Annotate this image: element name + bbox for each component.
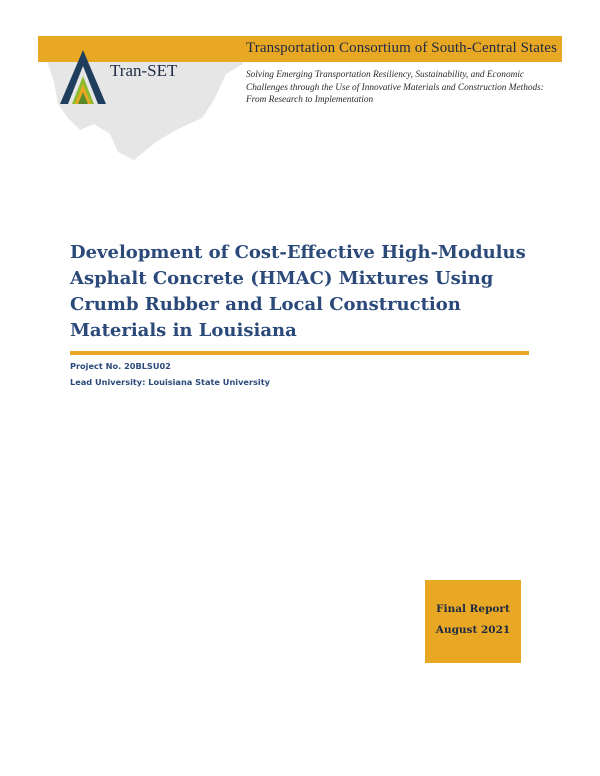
report-date: August 2021 bbox=[435, 624, 511, 636]
logo-text: Tran-SET bbox=[110, 61, 178, 80]
mission-statement: Solving Emerging Transportation Resiliency, Sustainability, and Economic Challenges through the Use of Innovative Materials and Construction Methods: From Research to Implementation bbox=[246, 70, 544, 105]
consortium-name: Transportation Consortium of South-Central States bbox=[246, 40, 558, 56]
report-title: Development of Cost-Effective High-Modulus Asphalt Concrete (HMAC) Mixtures Using Crumb Rubber and Local Construction Materials in Louisiana bbox=[70, 242, 526, 341]
lead-university: Lead University: Louisiana State University bbox=[70, 377, 270, 387]
title-divider bbox=[70, 351, 529, 355]
report-type: Final Report bbox=[436, 603, 510, 615]
project-number: Project No. 20BLSU02 bbox=[70, 361, 171, 371]
tran-set-logo-icon bbox=[58, 48, 108, 108]
report-info-box bbox=[425, 580, 521, 663]
